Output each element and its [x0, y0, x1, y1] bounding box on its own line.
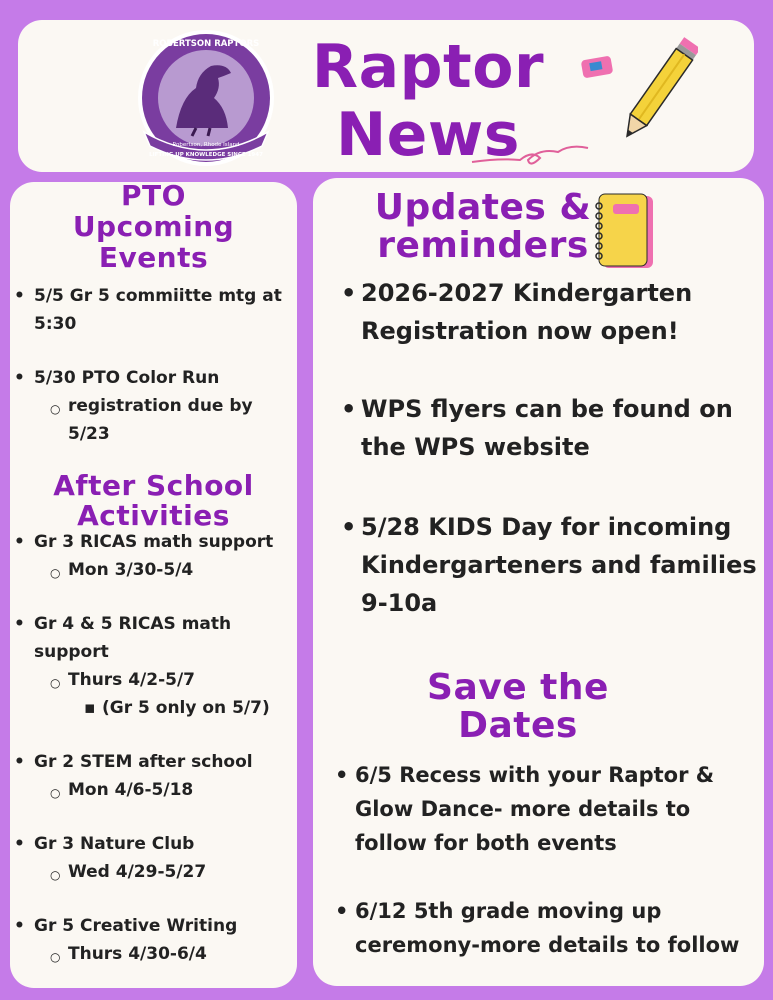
save-item-1-cont-2: follow for both events [355, 831, 617, 855]
pto-heading-line-1: PTO [121, 179, 186, 212]
title-line-2: News [335, 100, 521, 170]
update-item-1-cont: Registration now open! [361, 317, 679, 345]
squiggle-decoration-icon [470, 130, 590, 170]
update-item-2-cont: the WPS website [361, 433, 590, 461]
updates-heading-line-1: Updates & [374, 187, 592, 228]
update-item-3-cont: Kindergarteners and families [361, 551, 757, 579]
logo-ring-subtext: Robertson, Rhode Island [172, 142, 240, 148]
after-school-heading-line-2: Activities [77, 499, 230, 532]
save-dates-heading-line-1: Save the [427, 667, 609, 708]
title-line-1: Raptor [311, 32, 545, 102]
pto-subitem-1: ○ registration due by 5/23 [68, 392, 297, 448]
logo-ring-text: ROBERTSON RAPTORS [152, 39, 260, 49]
update-item-3-cont-2: 9-10a [361, 589, 438, 617]
after-item-5: • Gr 5 Creative Writing [34, 912, 237, 940]
update-item-2: • WPS flyers can be found on [361, 390, 733, 428]
after-subitem-5: ○ Thurs 4/30-6/4 [68, 940, 207, 968]
after-item-2: • Gr 4 & 5 RICAS math [34, 610, 231, 638]
after-item-1: • Gr 3 RICAS math support [34, 528, 273, 556]
after-subsubitem-1: ▪ (Gr 5 only on 5/7) [102, 694, 270, 722]
update-item-3: • 5/28 KIDS Day for incoming [361, 508, 731, 546]
after-subitem-1: ○ Mon 3/30-5/4 [68, 556, 193, 584]
after-item-2-cont: support [34, 642, 109, 662]
after-item-4: • Gr 3 Nature Club [34, 830, 194, 858]
after-school-heading-line-1: After School [53, 469, 254, 502]
save-item-2-cont: ceremony-more details to follow [355, 933, 740, 957]
after-item-3: • Gr 2 STEM after school [34, 748, 253, 776]
after-subitem-3: ○ Mon 4/6-5/18 [68, 776, 193, 804]
header-panel [18, 20, 754, 172]
after-subitem-4: ○ Wed 4/29-5/27 [68, 858, 206, 886]
pto-heading-line-2: Upcoming [72, 210, 235, 243]
pto-item-2: • 5/30 PTO Color Run [34, 364, 219, 392]
updates-heading-line-2: reminders [377, 225, 589, 266]
pencil-eraser-icon [578, 32, 698, 162]
save-item-2: • 6/12 5th grade moving up [355, 894, 661, 928]
after-subitem-2: ○ Thurs 4/2-5/7 [68, 666, 195, 694]
update-item-1: • 2026-2027 Kindergarten [361, 274, 692, 312]
pto-heading-line-3: Events [98, 241, 209, 274]
pto-item-1-cont: 5:30 [34, 314, 77, 334]
right-panel [313, 178, 764, 986]
save-item-1: • 6/5 Recess with your Raptor & [355, 758, 714, 792]
notebook-icon [595, 192, 657, 272]
pto-item-1: • 5/5 Gr 5 commiitte mtg at [34, 282, 282, 310]
save-dates-heading-line-2: Dates [458, 705, 578, 746]
school-logo-icon [136, 28, 276, 168]
logo-ribbon-text: LIFTING UP KNOWLEDGE SINCE 1947 [149, 152, 263, 158]
left-panel [10, 179, 297, 988]
save-item-1-cont: Glow Dance- more details to [355, 797, 691, 821]
